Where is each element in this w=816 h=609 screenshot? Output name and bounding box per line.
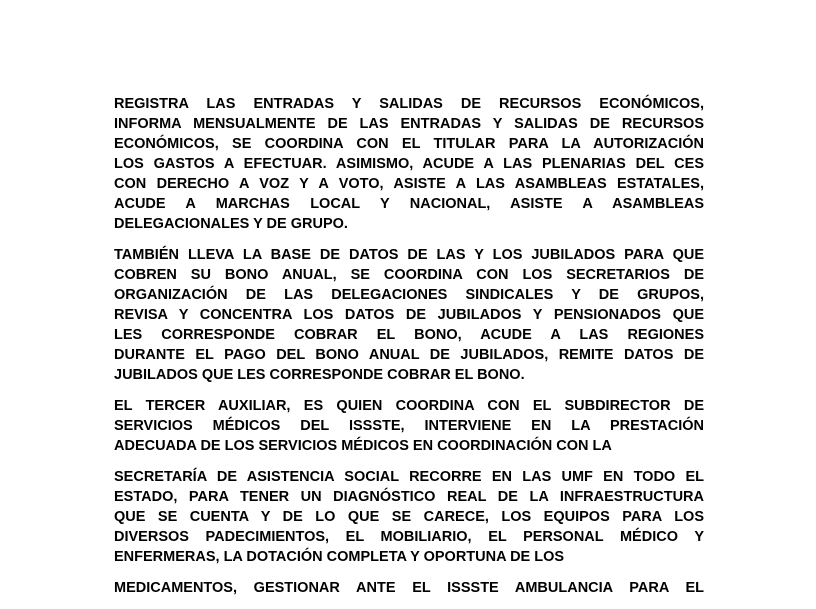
text-line: REGISTRA LAS ENTRADAS Y SALIDAS DE RECURSOS ECONÓMICOS,	[114, 96, 704, 112]
text-line: TAMBIÉN LLEVA LA BASE DE DATOS DE LAS Y LOS JUBILADOS PARA QUE	[114, 247, 704, 263]
text-line: ENFERMERAS, LA DOTACIÓN COMPLETA Y OPORTUNA DE LOS	[114, 549, 565, 565]
text-line: LES CORRESPONDE COBRAR EL BONO, ACUDE A LAS REGIONES	[114, 327, 704, 343]
text-line: ADECUADA DE LOS SERVICIOS MÉDICOS EN COORDINACIÓN CON LA	[114, 438, 612, 454]
paragraph-medicamentos	[114, 578, 704, 598]
paragraph-recursos-economicos	[114, 94, 704, 234]
text-line: DURANTE EL PAGO DEL BONO ANUAL DE JUBILADOS, REMITE DATOS DE	[114, 347, 704, 363]
text-line: CON DERECHO A VOZ Y A VOTO, ASISTE A LAS ASAMBLEAS ESTATALES,	[114, 176, 704, 192]
text-line: DELEGACIONALES Y DE GRUPO.	[114, 216, 348, 232]
text-line: QUE SE CUENTA Y DE LO QUE SE CARECE, LOS EQUIPOS PARA LOS	[114, 509, 704, 525]
text-line: SECRETARÍA DE ASISTENCIA SOCIAL RECORRE EN LAS UMF EN TODO EL	[114, 469, 704, 485]
paragraph-jubilados	[114, 245, 704, 385]
text-line: ORGANIZACIÓN DE LAS DELEGACIONES SINDICALES Y DE GRUPOS,	[114, 287, 704, 303]
text-line: INFORMA MENSUALMENTE DE LAS ENTRADAS Y SALIDAS DE RECURSOS	[114, 116, 704, 132]
text-line: SERVICIOS MÉDICOS DEL ISSSTE, INTERVIENE EN LA PRESTACIÓN	[114, 418, 704, 434]
text-line: COBREN SU BONO ANUAL, SE COORDINA CON LOS SECRETARIOS DE	[114, 267, 704, 283]
document-body	[114, 94, 704, 609]
text-line: JUBILADOS QUE LES CORRESPONDE COBRAR EL BONO.	[114, 367, 525, 383]
paragraph-asistencia-social	[114, 467, 704, 567]
text-line: ACUDE A MARCHAS LOCAL Y NACIONAL, ASISTE A ASAMBLEAS	[114, 196, 704, 212]
text-line: MEDICAMENTOS, GESTIONAR ANTE EL ISSSTE AMBULANCIA PARA EL	[114, 580, 704, 596]
text-line: DIVERSOS PADECIMIENTOS, EL MOBILIARIO, EL PERSONAL MÉDICO Y	[114, 529, 704, 545]
text-line: ECONÓMICOS, SE COORDINA CON EL TITULAR PARA LA AUTORIZACIÓN	[114, 136, 704, 152]
text-line: LOS GASTOS A EFECTUAR. ASIMISMO, ACUDE A LAS PLENARIAS DEL CES	[114, 156, 704, 172]
text-line: EL TERCER AUXILIAR, ES QUIEN COORDINA CON EL SUBDIRECTOR DE	[114, 398, 704, 414]
paragraph-tercer-auxiliar	[114, 396, 704, 456]
text-line: REVISA Y CONCENTRA LOS DATOS DE JUBILADOS Y PENSIONADOS QUE	[114, 307, 704, 323]
text-line: ESTADO, PARA TENER UN DIAGNÓSTICO REAL DE LA INFRAESTRUCTURA	[114, 489, 704, 505]
